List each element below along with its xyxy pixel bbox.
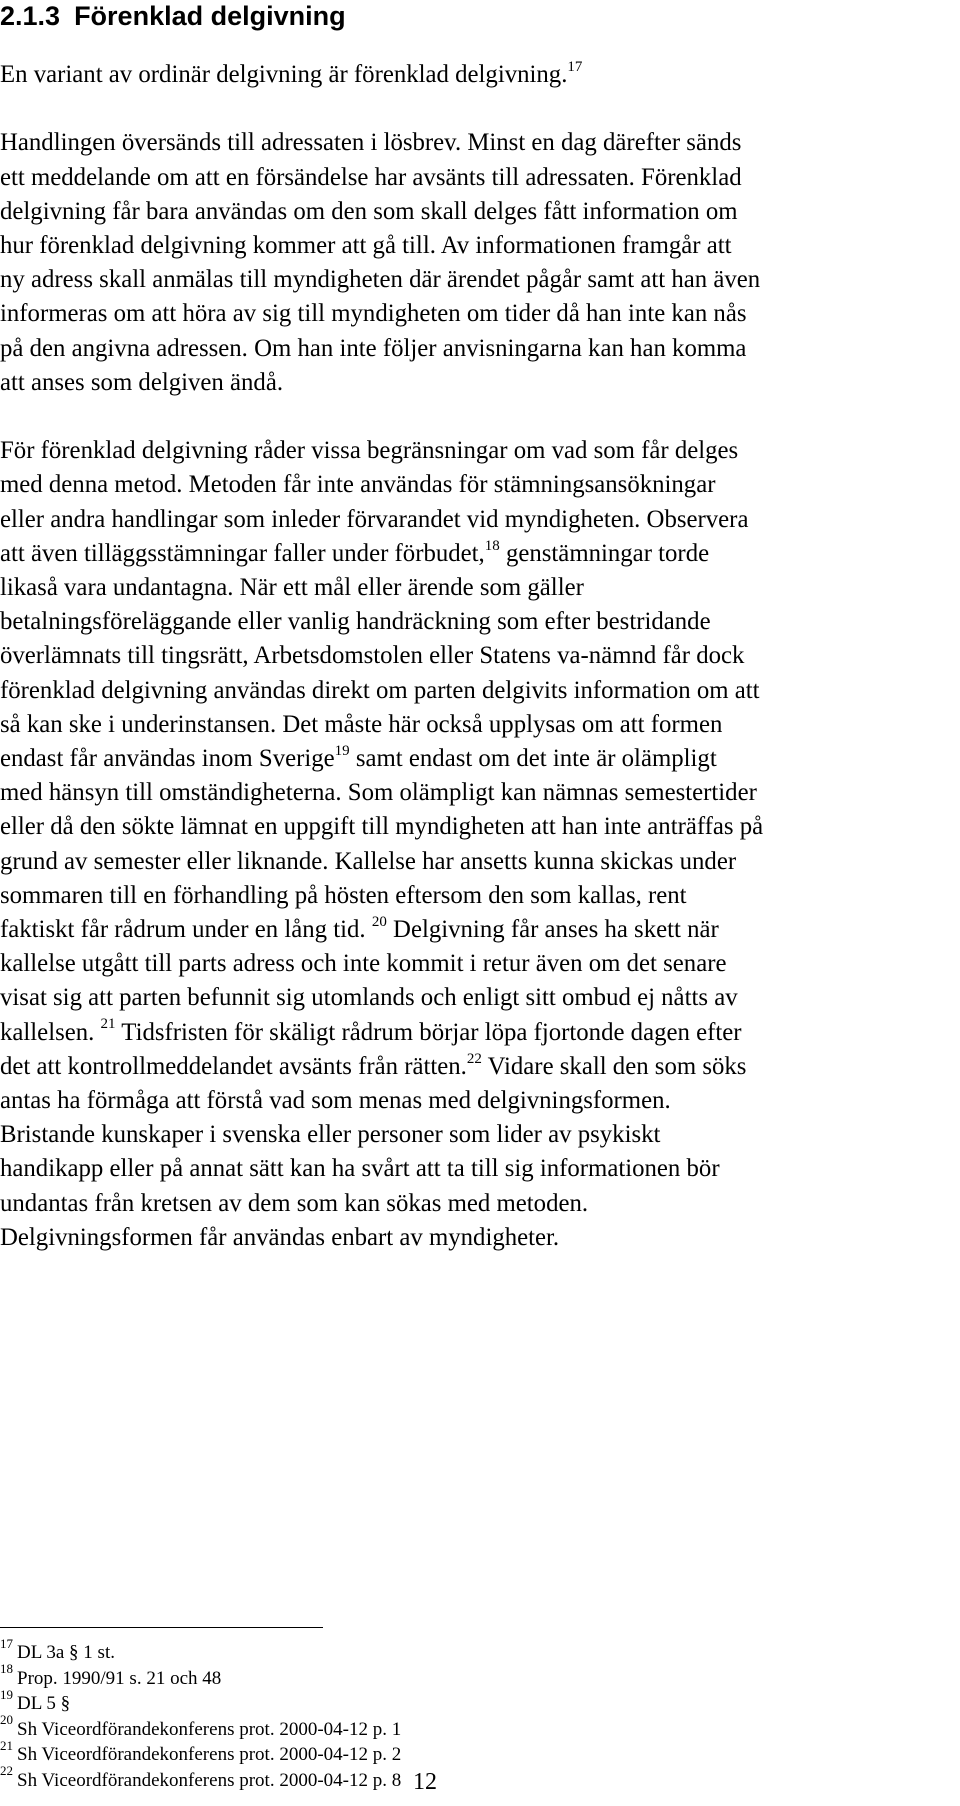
text-line xyxy=(0,810,958,844)
footnote xyxy=(0,1635,401,1666)
footnote-text: Sh Viceordförandekonferens prot. 2000-04-12 p. 8 xyxy=(17,1769,402,1791)
line-text: faktiskt får rådrum under en lång tid. xyxy=(0,916,372,944)
text-line xyxy=(0,161,958,195)
line-text: att även tilläggsstämningar faller under förbudet, xyxy=(0,539,485,567)
section-title: Förenklad delgivning xyxy=(74,1,346,31)
line-text: En variant av ordinär delgivning är förenklad delgivning. xyxy=(0,61,568,88)
line-text: endast får användas inom Sverige xyxy=(0,745,335,773)
line-text: eller då den sökte lämnat en uppgift till myndigheten att han inte anträffas på xyxy=(0,813,764,841)
text-line xyxy=(0,1084,958,1118)
line-text-continued: Tidsfristen för skäligt rådrum börjar löpa fjortonde dagen efter xyxy=(115,1018,742,1046)
footnote-separator xyxy=(0,1627,323,1628)
text-line xyxy=(0,1118,958,1152)
text-line xyxy=(0,1152,958,1186)
text-line xyxy=(0,434,958,468)
text-line xyxy=(0,639,958,673)
text-line xyxy=(0,126,958,160)
line-text: förenklad delgivning användas direkt om parten delgivits information om att xyxy=(0,676,760,704)
text-line xyxy=(0,674,958,708)
text-line xyxy=(0,366,958,400)
line-text-continued: samt endast om det inte är olämpligt xyxy=(349,745,717,773)
text-line xyxy=(0,1187,958,1221)
footnote-reference[interactable]: 18 xyxy=(484,537,500,554)
text-line xyxy=(0,537,958,571)
footnote xyxy=(0,1712,402,1743)
text-line xyxy=(0,742,958,776)
text-line xyxy=(0,332,958,366)
line-text: grund av semester eller liknande. Kallelse har ansetts kunna skickas under xyxy=(0,847,737,875)
paragraph xyxy=(0,58,958,92)
footnote-mark: 21 xyxy=(0,1737,13,1753)
line-text: på den angivna adressen. Om han inte följer anvisningarna kan han komma xyxy=(0,334,747,362)
footnote-reference[interactable]: 21 xyxy=(100,1016,116,1033)
line-text: sommaren till en förhandling på hösten eftersom den som kallas, rent xyxy=(0,881,687,909)
text-line xyxy=(0,845,958,879)
line-text-continued: genstämningar torde xyxy=(499,539,710,567)
footnote-text: Sh Viceordförandekonferens prot. 2000-04-12 p. 2 xyxy=(17,1744,402,1765)
text-line xyxy=(0,571,958,605)
text-line xyxy=(0,468,958,502)
text-line xyxy=(0,913,958,947)
line-text: Delgivningsformen får användas enbart av myndigheter. xyxy=(0,1223,560,1251)
line-text-continued: Vidare skall den som söks xyxy=(481,1052,747,1080)
text-line xyxy=(0,1050,958,1084)
text-line xyxy=(0,58,958,92)
footnote-mark: 20 xyxy=(0,1712,13,1728)
line-text: betalningsföreläggande eller vanlig handräckning som efter bestridande xyxy=(0,608,711,636)
text-line xyxy=(0,947,958,981)
line-text: För förenklad delgivning råder vissa begränsningar om vad som får delges xyxy=(0,437,739,465)
text-line xyxy=(0,229,958,263)
paragraph xyxy=(0,434,958,1255)
footnote-reference[interactable]: 22 xyxy=(466,1050,482,1067)
footnote-mark: 22 xyxy=(0,1763,13,1779)
line-text: ett meddelande om att en försändelse har avsänts till adressaten. Förenklad xyxy=(0,163,742,191)
footnote xyxy=(0,1686,401,1717)
line-text: antas ha förmåga att förstå vad som menas med delgivningsformen. xyxy=(0,1087,671,1115)
line-text: det att kontrollmeddelandet avsänts från rätten. xyxy=(0,1052,467,1080)
footnote-mark: 18 xyxy=(0,1661,13,1677)
section-number: 2.1.3 xyxy=(0,1,61,31)
line-text: ny adress skall anmälas till myndigheten där ärendet pågår samt att han även xyxy=(0,266,761,294)
text-line xyxy=(0,776,958,810)
footnote xyxy=(0,1737,402,1768)
line-text: att anses som delgiven ändå. xyxy=(0,368,284,396)
footnote-mark: 19 xyxy=(0,1686,13,1702)
line-text: hur förenklad delgivning kommer att gå till. Av informationen framgår att xyxy=(0,232,732,259)
page-number: 12 xyxy=(413,1769,437,1795)
text-line xyxy=(0,981,958,1015)
line-text: informeras om att höra av sig till myndigheten om tider då han inte kan nås xyxy=(0,300,747,328)
footnote xyxy=(0,1661,401,1692)
line-text-continued: Delgivning får anses ha skett när xyxy=(386,916,719,944)
footnote-mark: 17 xyxy=(0,1635,13,1651)
line-text: med denna metod. Metoden får inte användas för stämningsansökningar xyxy=(0,471,716,499)
text-line xyxy=(0,879,958,913)
footnote-text: Prop. 1990/91 s. 21 och 48 xyxy=(17,1667,222,1689)
line-text: eller andra handlingar som inleder förvarandet vid myndigheten. Observera xyxy=(0,505,749,533)
line-text: visat sig att parten befunnit sig utomlands och enligt sitt ombud ej nåtts av xyxy=(0,984,738,1012)
line-text: så kan ske i underinstansen. Det måste här också upplysas om att formen xyxy=(0,710,723,738)
footnote-reference[interactable]: 17 xyxy=(567,58,583,75)
line-text: med hänsyn till omständigheterna. Som olämpligt kan nämnas semestertider xyxy=(0,779,757,807)
footnote-text: Sh Viceordförandekonferens prot. 2000-04-12 p. 1 xyxy=(17,1718,402,1740)
line-text: handikapp eller på annat sätt kan ha svårt att ta till sig informationen bör xyxy=(0,1155,720,1183)
footnote-text: DL 3a § 1 st. xyxy=(17,1642,115,1663)
section-heading xyxy=(0,0,346,32)
line-text: överlämnats till tingsrätt, Arbetsdomstolen eller Statens va-nämnd får dock xyxy=(0,642,745,670)
text-line xyxy=(0,263,958,297)
line-text: kallelse utgått till parts adress och inte kommit i retur även om det senare xyxy=(0,950,727,978)
footnote-reference[interactable]: 20 xyxy=(371,913,387,930)
line-text: delgivning får bara användas om den som skall delges fått information om xyxy=(0,197,738,225)
line-text: Handlingen översänds till adressaten i lösbrev. Minst en dag därefter sänds xyxy=(0,129,742,157)
footnote-reference[interactable]: 19 xyxy=(334,742,350,759)
text-line xyxy=(0,1221,958,1255)
footnote-text: DL 5 § xyxy=(17,1693,71,1714)
text-line xyxy=(0,503,958,537)
text-line xyxy=(0,708,958,742)
line-text: kallelsen. xyxy=(0,1018,101,1046)
line-text: Bristande kunskaper i svenska eller personer som lider av psykiskt xyxy=(0,1121,661,1149)
text-line xyxy=(0,195,958,229)
line-text: likaså vara undantagna. När ett mål eller ärende som gäller xyxy=(0,574,584,602)
text-line xyxy=(0,605,958,639)
paragraph xyxy=(0,126,958,400)
line-text: undantas från kretsen av dem som kan sökas med metoden. xyxy=(0,1189,589,1217)
text-line xyxy=(0,297,958,331)
text-line xyxy=(0,1016,958,1050)
body-text xyxy=(0,58,958,1255)
